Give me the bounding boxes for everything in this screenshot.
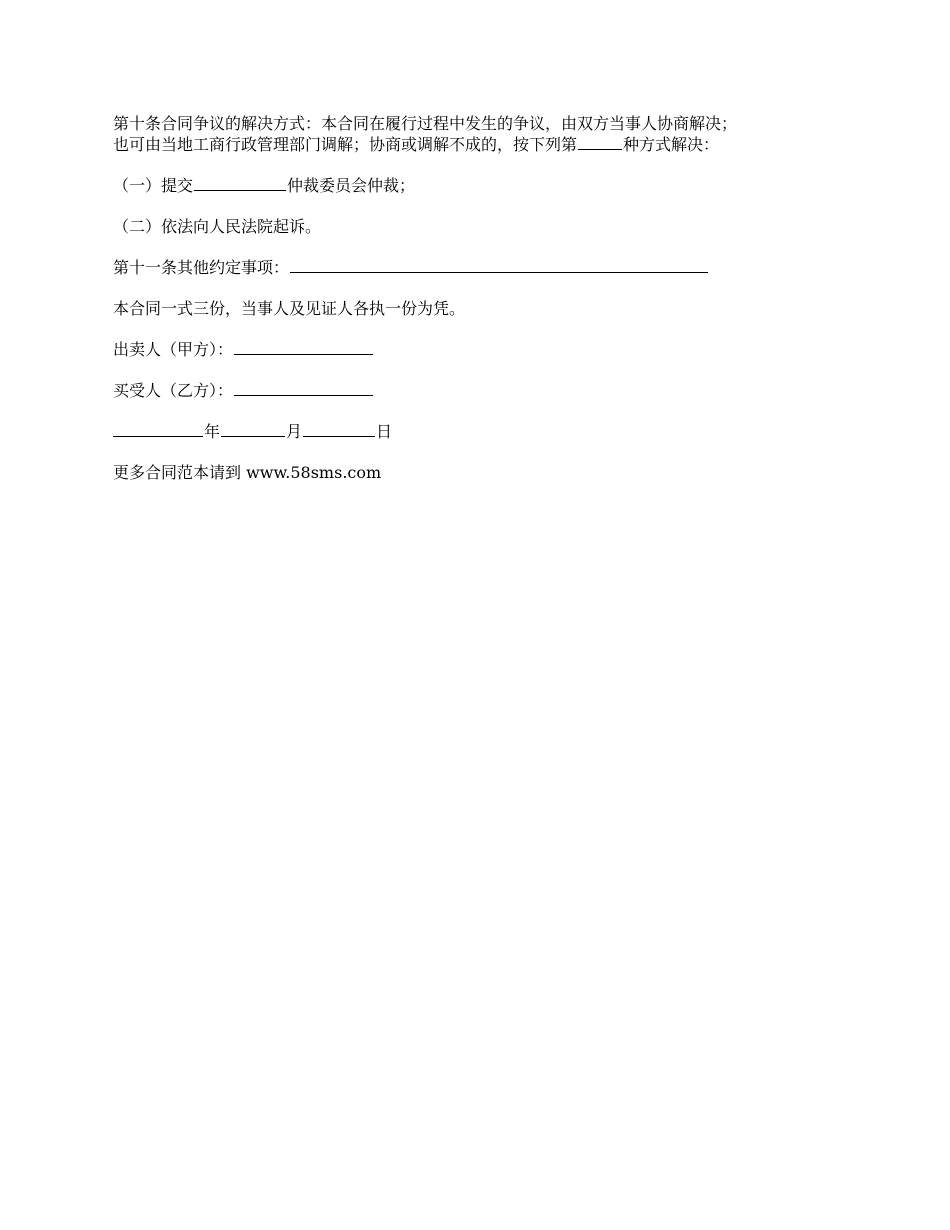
- copies-text: 本合同一式三份，当事人及见证人各执一份为凭。: [113, 299, 466, 318]
- date-line: [113, 421, 833, 442]
- day-label: 日: [376, 422, 393, 441]
- arbitration-committee-blank: [194, 175, 286, 191]
- month-label: 月: [286, 422, 303, 441]
- option-1-prefix: （一）提交: [113, 176, 194, 195]
- option-1: [113, 175, 833, 196]
- year-label: 年: [204, 422, 221, 441]
- month-blank: [221, 421, 285, 437]
- other-terms-blank: [290, 257, 708, 273]
- seller-signature-blank: [234, 339, 373, 355]
- copies-statement: [113, 298, 833, 319]
- day-blank: [303, 421, 375, 437]
- article-11: [113, 257, 833, 278]
- article-10-line-2-start: 也可由当地工商行政管理部门调解；协商或调解不成的，按下列第: [113, 135, 578, 154]
- article-11-label: 第十一条其他约定事项：: [113, 258, 290, 277]
- buyer-line: [113, 380, 833, 401]
- option-2-text: （二）依法向人民法院起诉。: [113, 217, 322, 236]
- seller-line: [113, 339, 833, 360]
- option-2: [113, 216, 833, 237]
- year-blank: [113, 421, 203, 437]
- footer-text: 更多合同范本请到 www.58sms.com: [113, 463, 382, 482]
- footer-note: [113, 462, 833, 483]
- article-10-line-1: 第十条合同争议的解决方式：本合同在履行过程中发生的争议，由双方当事人协商解决；: [113, 114, 738, 133]
- method-number-blank: [578, 134, 622, 150]
- contract-page: [113, 113, 833, 483]
- seller-label: 出卖人（甲方）：: [113, 340, 234, 359]
- article-10-paragraph: [113, 113, 833, 155]
- option-1-suffix: 仲裁委员会仲裁；: [287, 176, 416, 195]
- article-10-line-2-end: 种方式解决：: [623, 135, 720, 154]
- buyer-label: 买受人（乙方）：: [113, 381, 234, 400]
- buyer-signature-blank: [234, 380, 373, 396]
